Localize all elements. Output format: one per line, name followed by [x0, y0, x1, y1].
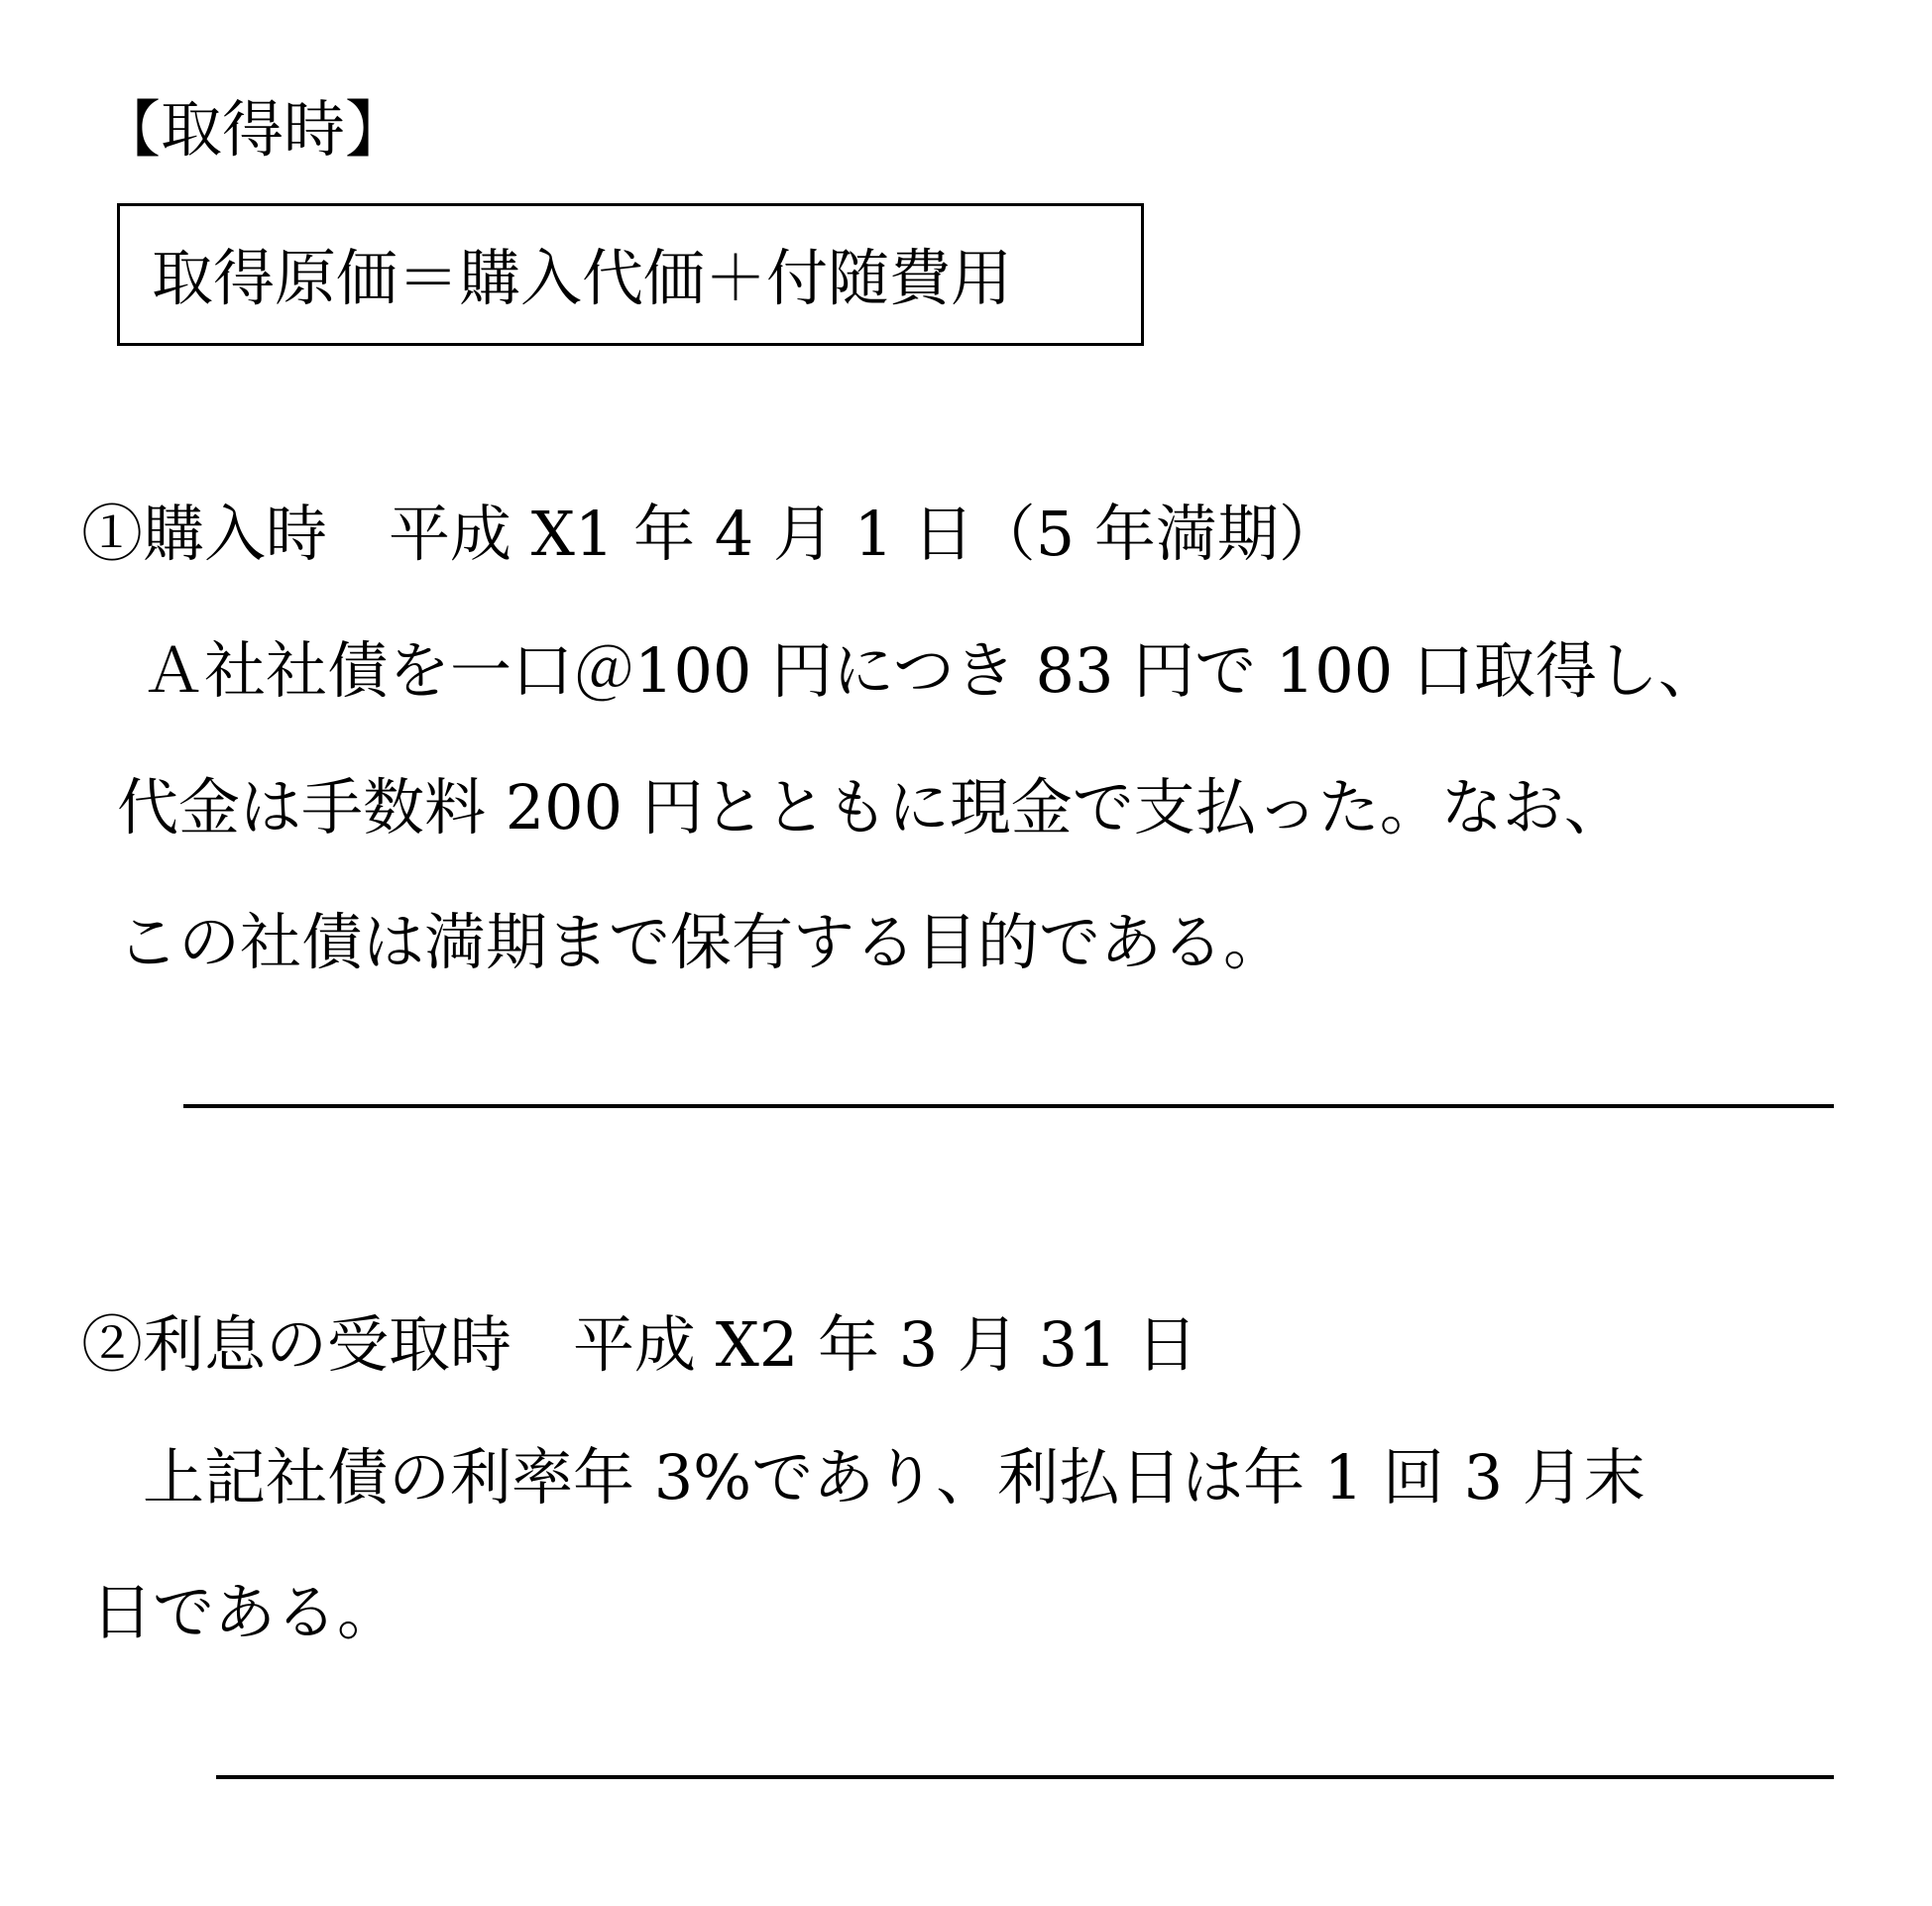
- section2-line-1: 上記社債の利率年 3%であり、利払日は年 1 回 3 月末: [81, 1441, 1646, 1514]
- heading-acquisition: 【取得時】: [99, 93, 407, 166]
- section1-line-3: この社債は満期まで保有する目的である。: [117, 906, 1286, 978]
- answer-line-2: [216, 1775, 1834, 1779]
- section2-line-2: 日である。: [91, 1576, 399, 1648]
- section2-title: ②利息の受取時 平成 X2 年 3 月 31 日: [81, 1308, 1198, 1381]
- section1-title: ①購入時 平成 X1 年 4 月 1 日（5 年満期）: [81, 498, 1340, 570]
- formula-text: 取得原価＝購入代価＋付随費用: [152, 242, 1013, 314]
- section1-line-1: Ａ社社債を一口＠100 円につき 83 円で 100 口取得し、: [81, 634, 1720, 707]
- section1-line-2: 代金は手数料 200 円とともに現金で支払った。なお、: [117, 771, 1626, 843]
- answer-line-1: [183, 1104, 1834, 1108]
- formula-box: [117, 203, 1144, 346]
